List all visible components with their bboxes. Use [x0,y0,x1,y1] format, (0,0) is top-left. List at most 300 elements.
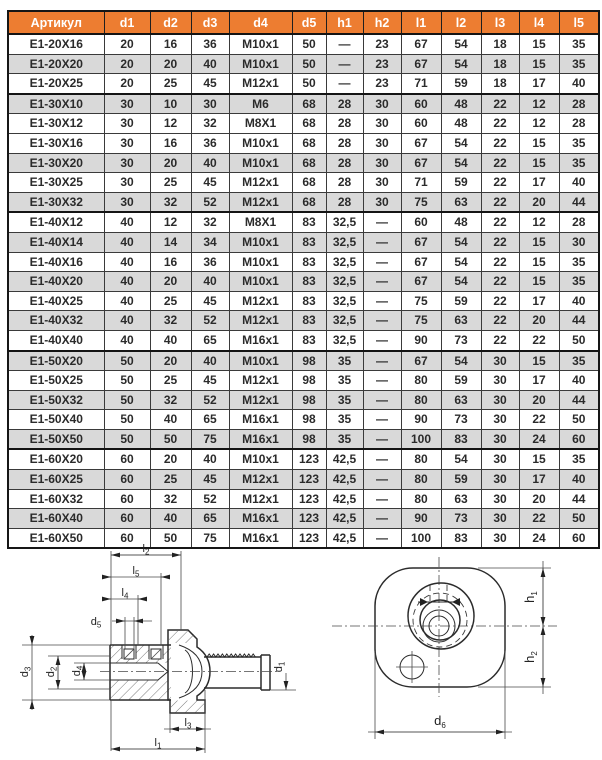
value-cell: 35 [326,390,363,410]
value-cell: 75 [401,291,441,311]
value-cell: 59 [441,291,481,311]
value-cell: 14 [150,232,191,252]
table-row [8,489,599,509]
value-cell: M10x1 [229,133,292,153]
table-row [8,291,599,311]
article-cell: E1-50X40 [8,410,104,430]
value-cell: 30 [104,192,150,212]
value-cell: 73 [441,410,481,430]
value-cell: 35 [559,153,599,173]
value-cell: 35 [559,449,599,469]
column-header-l5: l5 [559,11,599,34]
value-cell: 30 [559,232,599,252]
value-cell: 30 [481,489,519,509]
value-cell: 60 [559,429,599,449]
article-cell: E1-30X25 [8,173,104,193]
value-cell: 63 [441,390,481,410]
value-cell: 40 [104,252,150,272]
value-cell: 40 [559,173,599,193]
value-cell: 36 [191,252,229,272]
value-cell: 63 [441,489,481,509]
value-cell: M12x1 [229,489,292,509]
value-cell: 15 [519,272,559,292]
value-cell: 22 [519,509,559,529]
column-header-d2: d2 [150,11,191,34]
value-cell: 20 [519,489,559,509]
value-cell: 36 [191,133,229,153]
value-cell: 35 [326,351,363,371]
value-cell: 30 [191,94,229,114]
value-cell: 42,5 [326,470,363,490]
value-cell: 10 [150,94,191,114]
article-cell: E1-50X50 [8,429,104,449]
value-cell: 35 [559,272,599,292]
table-row [8,509,599,529]
article-cell: E1-20X25 [8,74,104,94]
article-cell: E1-50X20 [8,351,104,371]
dim-label-l4: $l_4$ [121,587,129,601]
value-cell: 22 [519,330,559,350]
value-cell: M10x1 [229,272,292,292]
value-cell: 28 [559,114,599,134]
article-cell: E1-40X20 [8,272,104,292]
value-cell: 65 [191,509,229,529]
value-cell: 83 [441,429,481,449]
value-cell: 15 [519,34,559,54]
value-cell: 65 [191,410,229,430]
value-cell: 40 [559,291,599,311]
value-cell: 22 [481,232,519,252]
value-cell: 60 [401,114,441,134]
value-cell: 83 [292,272,326,292]
dim-label-d1: $d_1$ [273,661,287,673]
column-header-l1: l1 [401,11,441,34]
article-cell: E1-60X25 [8,470,104,490]
value-cell: 98 [292,429,326,449]
value-cell: 32,5 [326,252,363,272]
value-cell: 68 [292,94,326,114]
value-cell: 40 [191,351,229,371]
value-cell: 60 [401,212,441,232]
article-cell: E1-40X14 [8,232,104,252]
value-cell: 22 [481,133,519,153]
article-cell: E1-40X12 [8,212,104,232]
value-cell: 59 [441,173,481,193]
value-cell: 32,5 [326,311,363,331]
dim-label-l2: $l_2$ [142,543,150,557]
value-cell: 30 [363,114,401,134]
value-cell: 32,5 [326,291,363,311]
table-row [8,390,599,410]
value-cell: 98 [292,390,326,410]
value-cell: M6 [229,94,292,114]
value-cell: 20 [150,272,191,292]
table-row [8,351,599,371]
value-cell: 30 [481,509,519,529]
value-cell: 80 [401,470,441,490]
value-cell: 98 [292,410,326,430]
value-cell: 80 [401,489,441,509]
value-cell: 22 [481,272,519,292]
value-cell: 40 [191,449,229,469]
value-cell: 45 [191,371,229,391]
article-cell: E1-60X50 [8,528,104,548]
value-cell: 54 [441,252,481,272]
value-cell: 68 [292,173,326,193]
value-cell: M12x1 [229,390,292,410]
value-cell: 50 [104,390,150,410]
table-body [8,34,599,548]
value-cell: 123 [292,528,326,548]
front-view-drawing [330,543,600,760]
value-cell: 28 [326,173,363,193]
value-cell: 50 [292,54,326,74]
article-cell: E1-20X16 [8,34,104,54]
value-cell: 50 [559,410,599,430]
value-cell: 44 [559,489,599,509]
value-cell: 18 [481,74,519,94]
value-cell: 32 [150,489,191,509]
value-cell: 60 [104,528,150,548]
value-cell: M10x1 [229,449,292,469]
value-cell: 20 [150,449,191,469]
article-cell: E1-50X32 [8,390,104,410]
value-cell: 52 [191,192,229,212]
value-cell: M10x1 [229,153,292,173]
value-cell: 28 [559,212,599,232]
value-cell: 20 [519,390,559,410]
value-cell: 23 [363,34,401,54]
value-cell: 17 [519,173,559,193]
article-cell: E1-30X32 [8,192,104,212]
value-cell: — [326,34,363,54]
value-cell: 22 [481,291,519,311]
value-cell: — [363,390,401,410]
value-cell: 123 [292,449,326,469]
value-cell: 83 [292,291,326,311]
value-cell: 83 [441,528,481,548]
value-cell: 80 [401,371,441,391]
value-cell: M10x1 [229,351,292,371]
table-row [8,173,599,193]
dim-label-d4: $d_4$ [71,665,85,677]
article-cell: E1-50X25 [8,371,104,391]
value-cell: 54 [441,153,481,173]
table-row [8,212,599,232]
value-cell: 42,5 [326,509,363,529]
value-cell: 40 [191,153,229,173]
value-cell: — [326,74,363,94]
value-cell: 40 [191,54,229,74]
value-cell: 32,5 [326,212,363,232]
table-row [8,34,599,54]
value-cell: 40 [559,470,599,490]
value-cell: 50 [559,330,599,350]
value-cell: 90 [401,410,441,430]
table-row [8,153,599,173]
value-cell: 71 [401,173,441,193]
value-cell: 67 [401,272,441,292]
value-cell: 83 [292,330,326,350]
value-cell: M12x1 [229,311,292,331]
table-row [8,371,599,391]
table-row [8,311,599,331]
value-cell: 40 [150,410,191,430]
value-cell: M10x1 [229,252,292,272]
value-cell: 12 [150,212,191,232]
value-cell: 59 [441,74,481,94]
article-cell: E1-40X40 [8,330,104,350]
article-cell: E1-30X10 [8,94,104,114]
article-cell: E1-40X25 [8,291,104,311]
value-cell: 35 [326,410,363,430]
value-cell: 28 [326,192,363,212]
value-cell: 15 [519,252,559,272]
value-cell: — [363,311,401,331]
value-cell: 34 [191,232,229,252]
value-cell: 35 [559,133,599,153]
value-cell: 75 [191,528,229,548]
value-cell: 15 [519,351,559,371]
value-cell: 30 [104,173,150,193]
value-cell: 22 [481,311,519,331]
column-header-d4: d4 [229,11,292,34]
value-cell: M12x1 [229,470,292,490]
column-header-l3: l3 [481,11,519,34]
value-cell: 52 [191,311,229,331]
value-cell: M12x1 [229,74,292,94]
value-cell: M12x1 [229,371,292,391]
value-cell: 68 [292,133,326,153]
value-cell: 44 [559,390,599,410]
value-cell: 50 [150,429,191,449]
table-row [8,232,599,252]
value-cell: 32,5 [326,232,363,252]
table-row [8,192,599,212]
value-cell: 20 [104,54,150,74]
value-cell: 30 [104,153,150,173]
value-cell: 60 [104,509,150,529]
value-cell: 32,5 [326,272,363,292]
value-cell: 83 [292,252,326,272]
value-cell: — [363,212,401,232]
value-cell: 50 [292,74,326,94]
column-header-l2: l2 [441,11,481,34]
value-cell: 28 [326,94,363,114]
value-cell: 17 [519,470,559,490]
value-cell: — [363,371,401,391]
column-header-l4: l4 [519,11,559,34]
value-cell: 68 [292,114,326,134]
value-cell: 40 [104,291,150,311]
dim-label-l5: $l_5$ [132,565,140,579]
value-cell: 25 [150,173,191,193]
value-cell: 35 [559,252,599,272]
value-cell: 40 [150,509,191,529]
value-cell: 28 [326,153,363,173]
value-cell: M8X1 [229,212,292,232]
value-cell: 30 [363,153,401,173]
value-cell: 59 [441,371,481,391]
dim-label-l3: $l_3$ [184,717,192,731]
value-cell: 30 [363,173,401,193]
value-cell: 54 [441,54,481,74]
value-cell: 98 [292,371,326,391]
value-cell: — [363,252,401,272]
value-cell: 32 [150,311,191,331]
dim-label-h2: $h_2$ [522,651,539,663]
value-cell: — [363,351,401,371]
column-header-h2: h2 [363,11,401,34]
dim-label-d6: $d_6$ [434,713,446,730]
value-cell: 23 [363,54,401,74]
value-cell: 40 [104,232,150,252]
value-cell: 63 [441,311,481,331]
value-cell: 50 [104,410,150,430]
value-cell: 30 [481,528,519,548]
column-header-h1: h1 [326,11,363,34]
value-cell: 123 [292,509,326,529]
value-cell: 73 [441,330,481,350]
value-cell: — [363,429,401,449]
dim-label-d3: $d_3$ [19,666,33,678]
value-cell: 15 [519,232,559,252]
value-cell: 67 [401,153,441,173]
article-cell: E1-40X32 [8,311,104,331]
value-cell: 50 [104,429,150,449]
value-cell: 35 [326,371,363,391]
dimension-table [7,10,600,549]
value-cell: 30 [481,371,519,391]
value-cell: 15 [519,153,559,173]
value-cell: 67 [401,34,441,54]
value-cell: 22 [481,212,519,232]
value-cell: 83 [292,212,326,232]
value-cell: 67 [401,232,441,252]
value-cell: 71 [401,74,441,94]
value-cell: 60 [401,94,441,114]
value-cell: 25 [150,470,191,490]
value-cell: 32 [191,114,229,134]
value-cell: 59 [441,470,481,490]
value-cell: 12 [150,114,191,134]
value-cell: 30 [481,429,519,449]
value-cell: 32 [191,212,229,232]
value-cell: 45 [191,470,229,490]
column-header-d5: d5 [292,11,326,34]
article-cell: E1-20X20 [8,54,104,74]
side-section-svg [8,543,330,759]
value-cell: 60 [104,470,150,490]
value-cell: 67 [401,252,441,272]
value-cell: 75 [401,311,441,331]
value-cell: 44 [559,192,599,212]
value-cell: — [363,528,401,548]
table-row [8,54,599,74]
value-cell: 83 [292,311,326,331]
value-cell: 54 [441,449,481,469]
value-cell: 40 [191,272,229,292]
value-cell: 12 [519,212,559,232]
table-row [8,133,599,153]
value-cell: 68 [292,192,326,212]
value-cell: — [363,291,401,311]
value-cell: 24 [519,528,559,548]
table-header-row [8,11,599,34]
value-cell: 40 [559,371,599,391]
value-cell: 65 [191,330,229,350]
value-cell: 20 [150,54,191,74]
value-cell: 22 [481,330,519,350]
value-cell: 25 [150,291,191,311]
value-cell: 17 [519,291,559,311]
value-cell: — [363,232,401,252]
value-cell: M16x1 [229,330,292,350]
value-cell: M10x1 [229,34,292,54]
value-cell: 60 [104,489,150,509]
table-row [8,410,599,430]
value-cell: 75 [191,429,229,449]
value-cell: 100 [401,528,441,548]
value-cell: 20 [519,192,559,212]
value-cell: 60 [104,449,150,469]
value-cell: 32 [150,192,191,212]
value-cell: 17 [519,74,559,94]
value-cell: M12x1 [229,291,292,311]
value-cell: 83 [292,232,326,252]
dim-label-l1: $l_1$ [154,737,162,751]
value-cell: 35 [326,429,363,449]
value-cell: 54 [441,34,481,54]
side-section-drawing [8,543,330,760]
value-cell: 30 [104,133,150,153]
table-row [8,74,599,94]
value-cell: 18 [481,54,519,74]
value-cell: 40 [104,272,150,292]
dim-label-d2: $d_2$ [45,666,59,678]
value-cell: M16x1 [229,410,292,430]
value-cell: 23 [363,74,401,94]
value-cell: 40 [150,330,191,350]
value-cell: 30 [104,114,150,134]
value-cell: 80 [401,390,441,410]
value-cell: 15 [519,54,559,74]
value-cell: 40 [104,212,150,232]
article-cell: E1-30X12 [8,114,104,134]
value-cell: 28 [559,94,599,114]
value-cell: 40 [104,311,150,331]
value-cell: 48 [441,94,481,114]
value-cell: 50 [150,528,191,548]
value-cell: 28 [326,114,363,134]
table-row [8,429,599,449]
value-cell: 30 [481,410,519,430]
value-cell: 20 [104,74,150,94]
value-cell: 32,5 [326,330,363,350]
value-cell: 20 [150,153,191,173]
value-cell: M8X1 [229,114,292,134]
value-cell: 20 [150,351,191,371]
value-cell: 42,5 [326,528,363,548]
value-cell: 25 [150,371,191,391]
value-cell: 30 [481,390,519,410]
value-cell: 32 [150,390,191,410]
article-cell: E1-30X20 [8,153,104,173]
value-cell: 50 [559,509,599,529]
value-cell: 30 [363,94,401,114]
value-cell: 123 [292,470,326,490]
value-cell: — [363,272,401,292]
